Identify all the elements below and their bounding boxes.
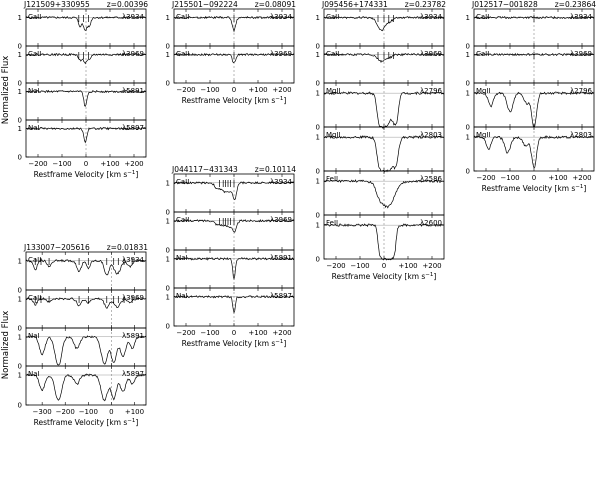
y-tick-label: 1 bbox=[465, 133, 470, 142]
y-tick-label: 1 bbox=[165, 255, 170, 264]
y-tick-label: 0 bbox=[165, 79, 170, 88]
chart-title: J121509+330955 bbox=[24, 0, 90, 9]
y-tick-label: 0 bbox=[165, 42, 170, 51]
transition-label: λ3969 bbox=[270, 216, 292, 224]
x-axis-label bbox=[34, 418, 139, 427]
ion-label: CaII bbox=[28, 50, 42, 58]
x-axis-label-main: Restframe Velocity [km s bbox=[181, 96, 276, 105]
chart-redshift: z=0.08091 bbox=[254, 0, 296, 9]
x-tick-label: −200 bbox=[55, 408, 75, 416]
transition-label: λ3934 bbox=[570, 13, 592, 21]
transition-label: λ3969 bbox=[270, 50, 292, 58]
y-tick-label: 0 bbox=[165, 322, 170, 331]
ion-label: MgII bbox=[476, 87, 491, 95]
transition-label: λ3969 bbox=[570, 50, 592, 58]
y-tick-label: 1 bbox=[17, 125, 22, 134]
y-tick-label: 0 bbox=[17, 79, 22, 88]
y-tick-label: 0 bbox=[17, 362, 22, 371]
y-tick-label: 0 bbox=[315, 79, 320, 88]
x-axis-label bbox=[332, 272, 437, 281]
x-tick-label: −100 bbox=[350, 262, 370, 270]
x-tick-label: +200 bbox=[272, 329, 292, 337]
chart-redshift: z=0.10114 bbox=[254, 165, 296, 174]
transition-label: λ2803 bbox=[420, 131, 442, 139]
x-tick-label: 0 bbox=[231, 86, 237, 94]
transition-label: λ3934 bbox=[270, 13, 292, 21]
panel-2-3 bbox=[166, 288, 294, 331]
y-tick-label: 1 bbox=[315, 177, 320, 186]
panel-1-1 bbox=[166, 46, 294, 88]
y-tick-label: 1 bbox=[315, 133, 320, 142]
x-tick-label: −300 bbox=[32, 408, 52, 416]
x-axis-label-exponent: −1 bbox=[275, 339, 284, 345]
y-tick-label: 0 bbox=[17, 42, 22, 51]
x-tick-label: +100 bbox=[124, 408, 145, 416]
panel-4-3 bbox=[466, 127, 594, 176]
y-tick-label: 0 bbox=[165, 208, 170, 217]
y-tick-label: 0 bbox=[165, 246, 170, 255]
ion-label: NaI bbox=[28, 124, 40, 132]
transition-label: λ2600 bbox=[420, 219, 442, 227]
ion-label: CaII bbox=[28, 13, 42, 21]
panel-2-1 bbox=[166, 212, 294, 255]
chart-title: J044117−431343 bbox=[172, 165, 238, 174]
ion-label: NaI bbox=[28, 370, 40, 378]
x-axis-label-exponent: −1 bbox=[127, 418, 136, 424]
ion-label: CaII bbox=[326, 13, 340, 21]
panel-4-1 bbox=[466, 46, 594, 88]
x-tick-label: 0 bbox=[231, 329, 237, 337]
ion-label: FeII bbox=[326, 175, 339, 183]
x-tick-label: +100 bbox=[100, 160, 120, 168]
panel-0-1 bbox=[18, 46, 146, 88]
x-tick-label: +200 bbox=[572, 174, 592, 182]
panel-5-1 bbox=[18, 290, 146, 333]
x-tick-label: −100 bbox=[200, 329, 220, 337]
ion-label: CaII bbox=[176, 13, 190, 21]
ion-label: CaII bbox=[176, 50, 190, 58]
chart-title: J133007−205616 bbox=[24, 243, 90, 252]
x-axis-label-main: Restframe Velocity [km s bbox=[181, 339, 276, 348]
transition-label: λ2796 bbox=[570, 87, 592, 95]
y-tick-label: 1 bbox=[17, 88, 22, 97]
x-axis-label-close: ] bbox=[583, 184, 587, 193]
chart-0 bbox=[18, 0, 149, 179]
x-tick-label: −200 bbox=[176, 329, 196, 337]
panel-3-2 bbox=[316, 83, 444, 132]
ion-label: MgII bbox=[476, 131, 491, 139]
x-tick-label: −200 bbox=[28, 160, 48, 168]
ion-label: CaII bbox=[176, 178, 190, 186]
flux-spectrum bbox=[324, 136, 444, 172]
panel-5-2 bbox=[18, 328, 146, 371]
panel-1-0 bbox=[166, 9, 294, 51]
chart-title: J215501−092224 bbox=[172, 0, 238, 9]
y-tick-label: 0 bbox=[315, 211, 320, 220]
y-tick-label: 1 bbox=[17, 295, 22, 304]
x-tick-label: −200 bbox=[176, 86, 196, 94]
transition-label: λ3934 bbox=[420, 13, 442, 21]
x-axis-label-close: ] bbox=[135, 170, 139, 179]
y-tick-label: 0 bbox=[17, 401, 22, 410]
x-tick-label: −100 bbox=[200, 86, 220, 94]
transition-label: λ5897 bbox=[122, 124, 144, 132]
x-axis-label-close: ] bbox=[135, 418, 139, 427]
ion-label: CaII bbox=[326, 50, 340, 58]
y-tick-label: 0 bbox=[17, 153, 22, 162]
x-tick-label: +200 bbox=[124, 160, 144, 168]
x-axis-label-main: Restframe Velocity [km s bbox=[33, 170, 128, 179]
x-axis-label-main: Restframe Velocity [km s bbox=[481, 184, 576, 193]
x-tick-label: −200 bbox=[476, 174, 496, 182]
transition-label: λ3934 bbox=[270, 178, 292, 186]
chart-redshift: z=0.23864 bbox=[554, 0, 596, 9]
x-axis-label bbox=[182, 339, 287, 348]
ion-label: MgII bbox=[326, 87, 341, 95]
ion-label: NaI bbox=[176, 292, 188, 300]
y-tick-label: 1 bbox=[165, 179, 170, 188]
panel-2-2 bbox=[166, 250, 294, 293]
x-tick-label: −100 bbox=[52, 160, 72, 168]
chart-1 bbox=[166, 0, 297, 105]
x-tick-label: −100 bbox=[500, 174, 520, 182]
transition-label: λ3969 bbox=[122, 50, 144, 58]
panel-3-5 bbox=[316, 215, 444, 264]
chart-title: J095456+174331 bbox=[322, 0, 388, 9]
x-axis-label-main: Restframe Velocity [km s bbox=[331, 272, 426, 281]
x-tick-label: +100 bbox=[548, 174, 568, 182]
transition-label: λ5897 bbox=[270, 292, 292, 300]
transition-label: λ3934 bbox=[122, 256, 144, 264]
transition-label: λ5897 bbox=[122, 370, 144, 378]
panel-3-1 bbox=[316, 46, 444, 88]
x-tick-label: +100 bbox=[248, 86, 268, 94]
chart-redshift: z=0.00396 bbox=[106, 0, 148, 9]
flux-spectrum bbox=[26, 374, 146, 401]
x-axis-label-close: ] bbox=[283, 96, 287, 105]
panel-5-0 bbox=[18, 252, 146, 295]
panel-2-0 bbox=[166, 174, 294, 217]
y-tick-label: 1 bbox=[165, 217, 170, 226]
y-axis-label-bottom: Normalized Flux bbox=[1, 310, 11, 380]
transition-label: λ3969 bbox=[420, 50, 442, 58]
chart-3 bbox=[316, 0, 447, 281]
transition-label: λ2796 bbox=[420, 87, 442, 95]
flux-spectrum bbox=[324, 92, 444, 128]
x-axis-label-exponent: −1 bbox=[275, 96, 284, 102]
y-tick-label: 1 bbox=[315, 14, 320, 23]
y-tick-label: 0 bbox=[315, 42, 320, 51]
panel-3-3 bbox=[316, 127, 444, 176]
y-tick-label: 1 bbox=[165, 51, 170, 60]
y-tick-label: 1 bbox=[465, 51, 470, 60]
transition-label: λ5891 bbox=[122, 87, 144, 95]
chart-5 bbox=[18, 243, 149, 427]
panel-3-4 bbox=[316, 171, 444, 220]
panel-0-2 bbox=[18, 83, 146, 125]
y-tick-label: 1 bbox=[315, 51, 320, 60]
y-tick-label: 0 bbox=[465, 79, 470, 88]
x-axis-label-exponent: −1 bbox=[127, 170, 136, 176]
panel-4-2 bbox=[466, 83, 594, 132]
x-tick-label: 0 bbox=[83, 160, 89, 168]
ion-label: MgII bbox=[326, 131, 341, 139]
x-tick-label: −200 bbox=[326, 262, 346, 270]
ion-label: FeII bbox=[326, 219, 339, 227]
flux-spectrum bbox=[474, 92, 594, 127]
y-tick-label: 1 bbox=[315, 221, 320, 230]
x-tick-label: 0 bbox=[381, 262, 387, 270]
y-tick-label: 1 bbox=[465, 14, 470, 23]
y-tick-label: 1 bbox=[17, 257, 22, 266]
x-tick-label: 0 bbox=[109, 408, 114, 416]
x-tick-label: −100 bbox=[78, 408, 98, 416]
x-tick-label: +200 bbox=[422, 262, 442, 270]
flux-spectrum bbox=[324, 224, 444, 260]
x-tick-label: 0 bbox=[531, 174, 537, 182]
chart-redshift: z=0.23782 bbox=[404, 0, 446, 9]
y-tick-label: 1 bbox=[465, 89, 470, 98]
y-tick-label: 0 bbox=[465, 42, 470, 51]
x-axis-label-exponent: −1 bbox=[575, 184, 584, 190]
chart-redshift: z=0.01831 bbox=[106, 243, 148, 252]
transition-label: λ3934 bbox=[122, 13, 144, 21]
y-tick-label: 1 bbox=[165, 14, 170, 23]
y-tick-label: 0 bbox=[315, 255, 320, 264]
x-axis-label bbox=[482, 184, 587, 193]
panel-0-0 bbox=[18, 9, 146, 51]
ion-label: CaII bbox=[176, 216, 190, 224]
flux-spectrum bbox=[26, 336, 146, 365]
y-tick-label: 1 bbox=[17, 371, 22, 380]
panel-3-0 bbox=[316, 9, 444, 51]
y-tick-label: 1 bbox=[17, 333, 22, 342]
y-tick-label: 0 bbox=[17, 286, 22, 295]
ion-label: NaI bbox=[28, 87, 40, 95]
panel-5-3 bbox=[18, 366, 146, 410]
y-tick-label: 0 bbox=[17, 116, 22, 125]
y-tick-label: 0 bbox=[165, 284, 170, 293]
y-tick-label: 0 bbox=[17, 324, 22, 333]
transition-label: λ2586 bbox=[420, 175, 442, 183]
ion-label: NaI bbox=[28, 332, 40, 340]
transition-label: λ2803 bbox=[570, 131, 592, 139]
x-axis-label-main: Restframe Velocity [km s bbox=[33, 418, 128, 427]
y-tick-label: 0 bbox=[315, 123, 320, 132]
x-tick-label: +100 bbox=[248, 329, 268, 337]
chart-4 bbox=[466, 0, 597, 193]
y-tick-label: 0 bbox=[465, 123, 470, 132]
y-axis-label-top: Normalized Flux bbox=[1, 55, 11, 125]
x-tick-label: +100 bbox=[398, 262, 418, 270]
x-axis-label-close: ] bbox=[283, 339, 287, 348]
x-axis-label bbox=[34, 170, 139, 179]
ion-label: CaII bbox=[28, 256, 42, 264]
chart-2 bbox=[166, 165, 297, 348]
y-tick-label: 1 bbox=[17, 51, 22, 60]
y-tick-label: 1 bbox=[165, 293, 170, 302]
transition-label: λ5891 bbox=[122, 332, 144, 340]
ion-label: NaI bbox=[176, 254, 188, 262]
y-tick-label: 0 bbox=[465, 167, 470, 176]
chart-stack-area bbox=[18, 0, 597, 427]
ion-label: CaII bbox=[476, 13, 490, 21]
panel-0-3 bbox=[18, 120, 146, 162]
ion-label: CaII bbox=[476, 50, 490, 58]
x-axis-label-close: ] bbox=[433, 272, 437, 281]
transition-label: λ5891 bbox=[270, 254, 292, 262]
y-tick-label: 1 bbox=[315, 89, 320, 98]
x-axis-label-exponent: −1 bbox=[425, 272, 434, 278]
chart-title: J012517−001828 bbox=[472, 0, 538, 9]
panel-4-0 bbox=[466, 9, 594, 51]
ion-label: CaII bbox=[28, 294, 42, 302]
x-tick-label: +200 bbox=[272, 86, 292, 94]
y-tick-label: 0 bbox=[315, 167, 320, 176]
y-tick-label: 1 bbox=[17, 14, 22, 23]
transition-label: λ3969 bbox=[122, 294, 144, 302]
x-axis-label bbox=[182, 96, 287, 105]
